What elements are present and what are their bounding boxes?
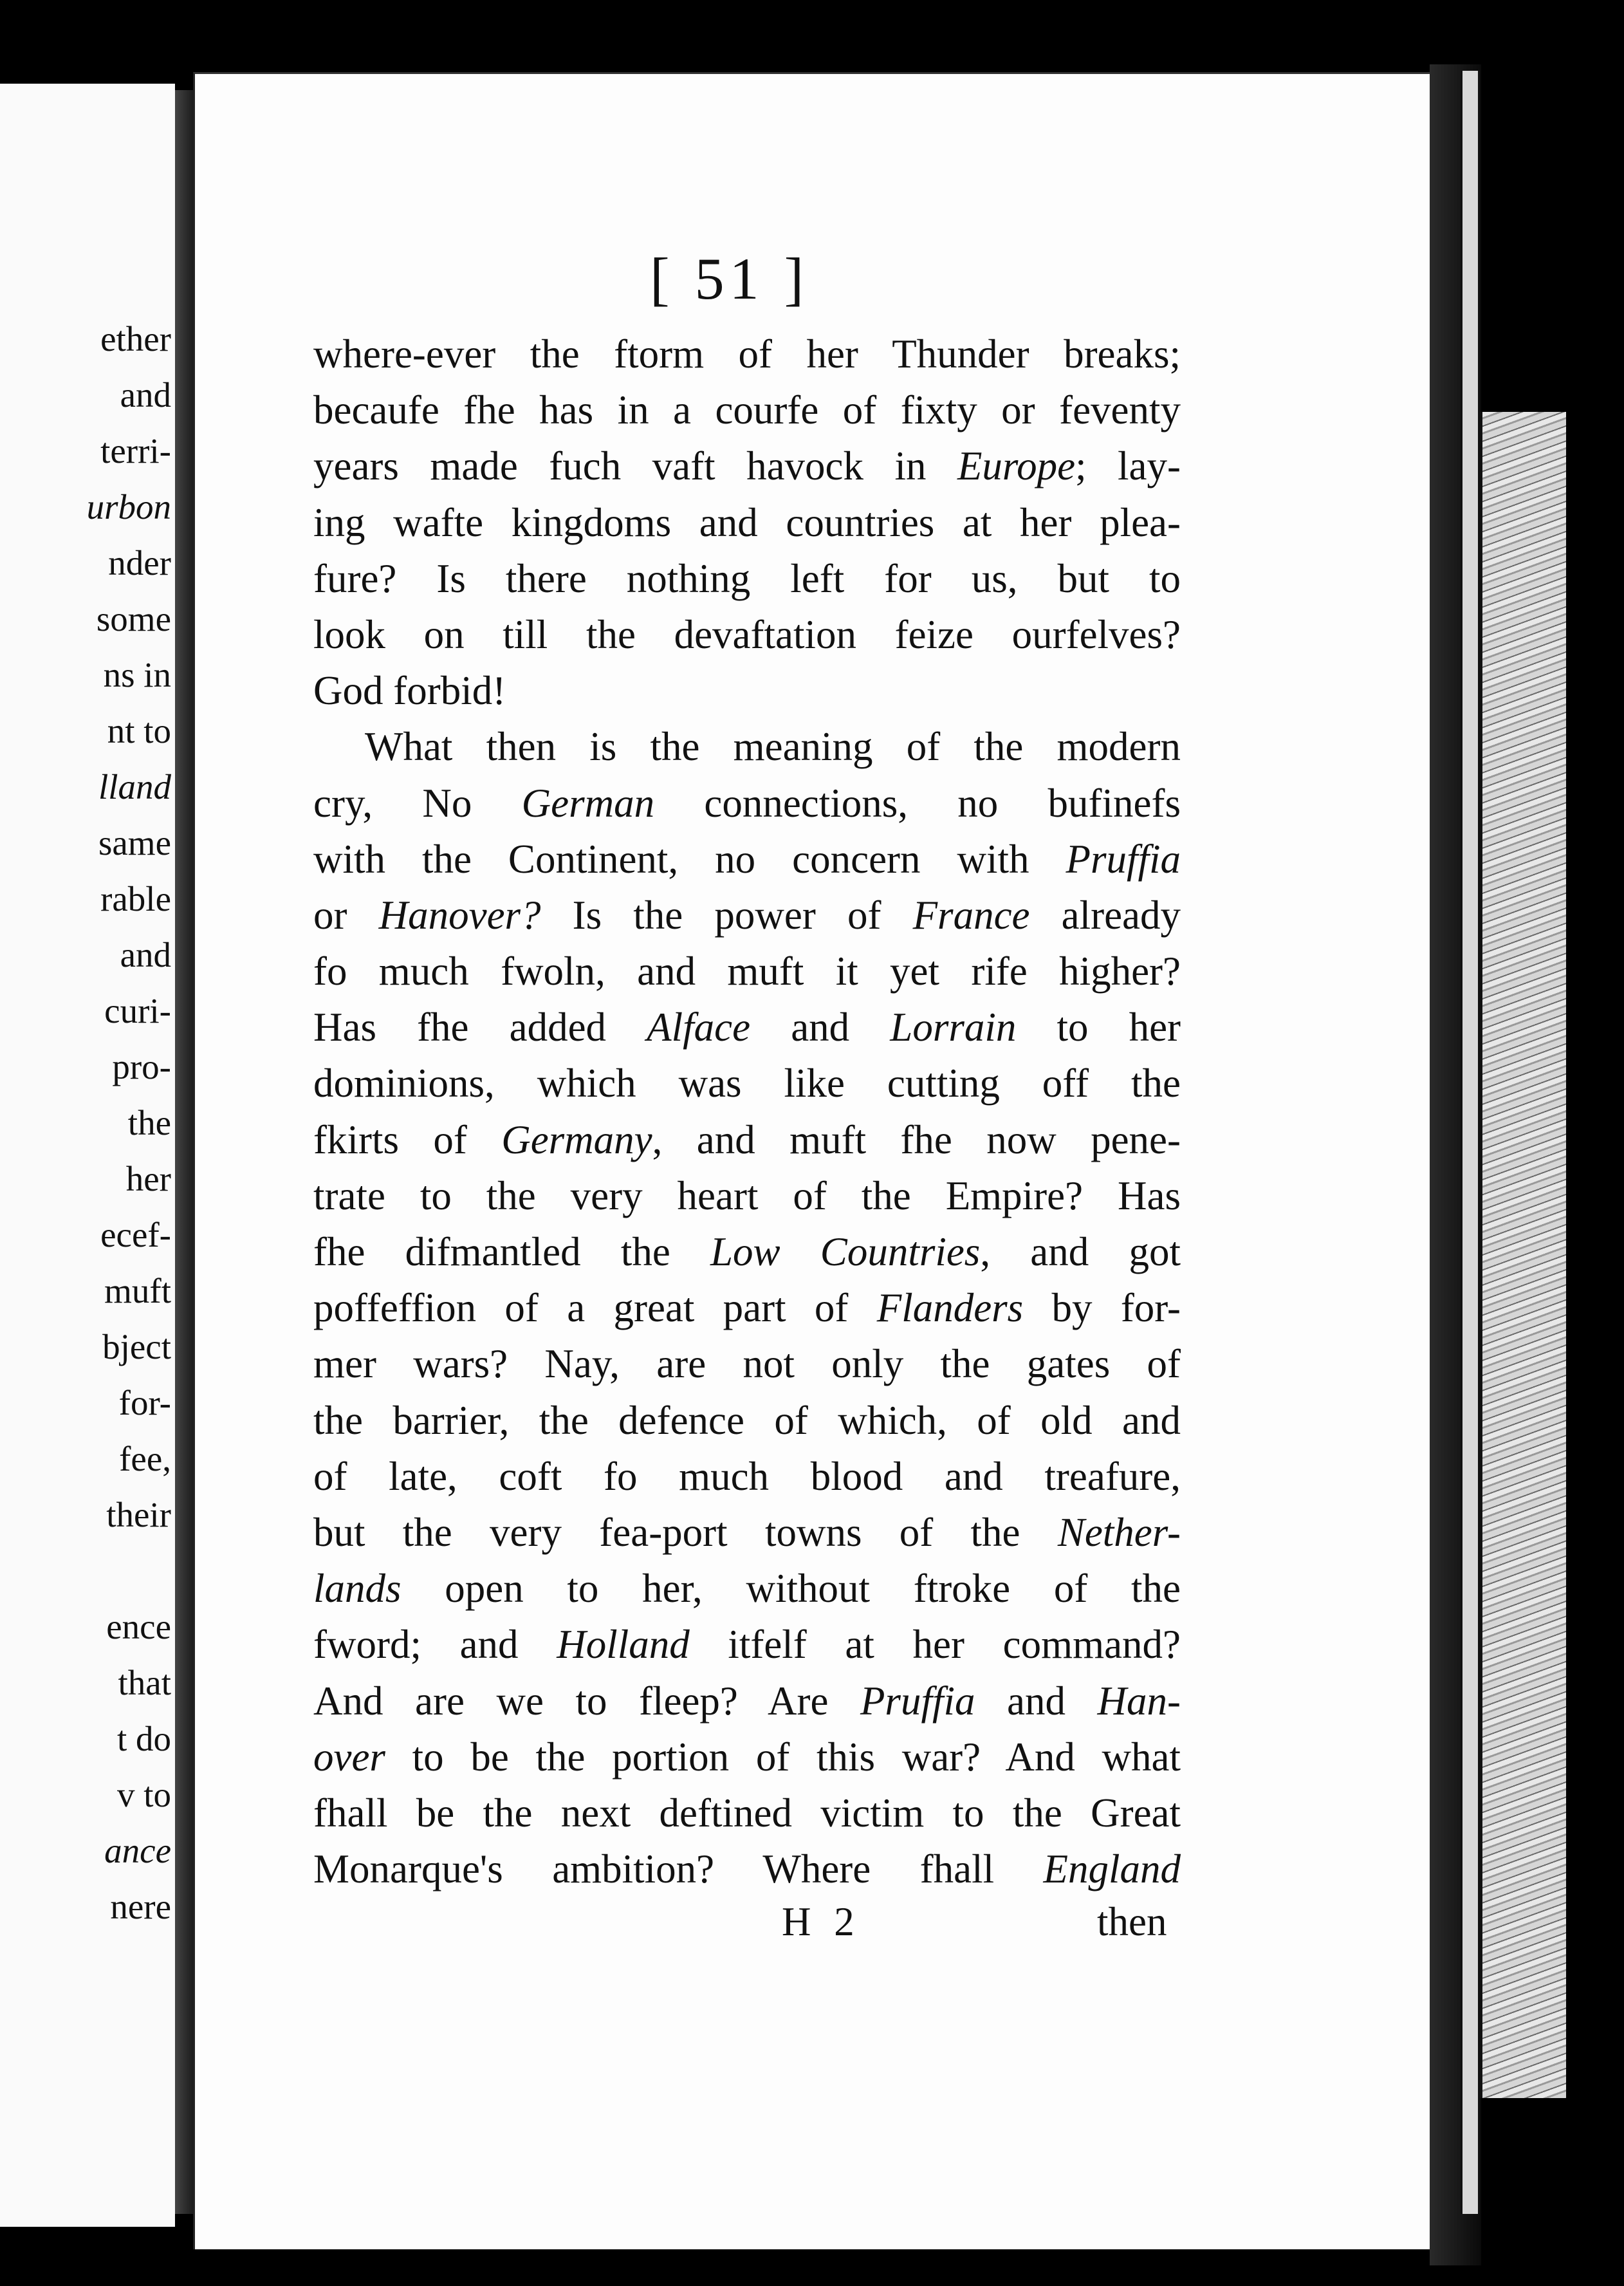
previous-page: [0, 84, 175, 2227]
text-line: trate to the very heart of the Empire? Has: [313, 1173, 1181, 1218]
left-page-line: lland: [98, 767, 171, 806]
left-page-line: v to: [116, 1775, 171, 1814]
text-line: where-ever the ftorm of her Thunder breaks;: [313, 331, 1181, 376]
left-page-line: ether: [100, 319, 171, 358]
text-line: poffeffion of a great part of Flanders by for-: [313, 1285, 1181, 1331]
text-line: or Hanover? Is the power of France already: [313, 892, 1181, 938]
left-page-line: urbon: [86, 487, 171, 526]
cover-board-edge: [1461, 71, 1480, 2214]
signature-mark: H 2: [782, 1899, 861, 1944]
left-page-line: ecef-: [100, 1215, 171, 1254]
text-line: fure? Is there nothing left for us, but to: [313, 555, 1181, 601]
text-line: over to be the portion of this war? And what: [313, 1734, 1181, 1780]
text-line: of late, coft fo much blood and treafure,: [313, 1453, 1181, 1499]
left-page-line: for-: [118, 1383, 171, 1422]
text-line: the barrier, the defence of which, of old and: [313, 1397, 1181, 1443]
text-line: years made fuch vaft havock in Europe; lay-: [313, 443, 1181, 489]
left-page-line: ns in: [103, 655, 171, 694]
text-line: lands open to her, without ftroke of the: [313, 1566, 1181, 1612]
left-page-line: bject: [102, 1327, 171, 1366]
text-line: dominions, which was like cutting off the: [313, 1061, 1181, 1106]
text-line: Monarque's ambition? Where fhall England: [313, 1846, 1181, 1892]
left-page-line: pro-: [112, 1047, 171, 1086]
left-page-line: same: [98, 823, 171, 862]
catchword: then: [1097, 1899, 1167, 1944]
text-line: with the Continent, no concern with Pruffia: [313, 836, 1181, 882]
text-line: ing wafte kingdoms and countries at her plea-: [313, 499, 1181, 545]
left-page-line: the: [127, 1103, 171, 1142]
left-page-line: ence: [106, 1607, 171, 1646]
left-page-line: some: [96, 599, 171, 638]
left-page-line: nder: [108, 543, 171, 582]
left-page-line: muft: [104, 1271, 171, 1310]
text-line: God forbid!: [313, 668, 506, 714]
text-line: becaufe fhe has in a courfe of fixty or feventy: [313, 387, 1181, 433]
text-line: fhall be the next deftined victim to the Great: [313, 1790, 1181, 1835]
marbled-endpaper: [1480, 412, 1566, 2098]
left-page-line: her: [125, 1159, 171, 1198]
left-page-line: t do: [116, 1719, 171, 1758]
text-line: fword; and Holland itfelf at her command?: [313, 1622, 1181, 1668]
text-line: Has fhe added Alface and Lorrain to her: [313, 1005, 1181, 1050]
left-page-line: their: [106, 1495, 171, 1534]
left-page-line: curi-: [104, 991, 171, 1030]
text-line: fo much fwoln, and muft it yet rife higher?: [313, 949, 1181, 994]
left-page-line: nere: [110, 1887, 171, 1926]
text-line: What then is the meaning of the modern: [365, 724, 1181, 770]
text-line: look on till the devaftation feize ourfelves?: [313, 611, 1181, 657]
left-page-line: ance: [104, 1831, 171, 1870]
text-line: mer wars? Nay, are not only the gates of: [313, 1341, 1181, 1387]
body-text: [313, 326, 1181, 1897]
text-line: fhe difmantled the Low Countries, and got: [313, 1229, 1181, 1274]
left-page-line: fee,: [119, 1439, 171, 1478]
page-number: [ 51 ]: [650, 246, 809, 311]
text-line: cry, No German connections, no bufinefs: [313, 780, 1181, 826]
left-page-line: rable: [100, 879, 171, 918]
text-line: And are we to fleep? Are Pruffia and Han-: [313, 1678, 1181, 1724]
left-page-line: and: [120, 935, 171, 974]
left-page-line: terri-: [100, 431, 171, 470]
text-line: fkirts of Germany, and muft fhe now pene-: [313, 1117, 1181, 1162]
left-page-line: nt to: [107, 711, 171, 750]
left-page-line: that: [118, 1663, 171, 1702]
text-line: but the very fea-port towns of the Nether-: [313, 1509, 1181, 1555]
left-page-line: and: [120, 375, 171, 414]
